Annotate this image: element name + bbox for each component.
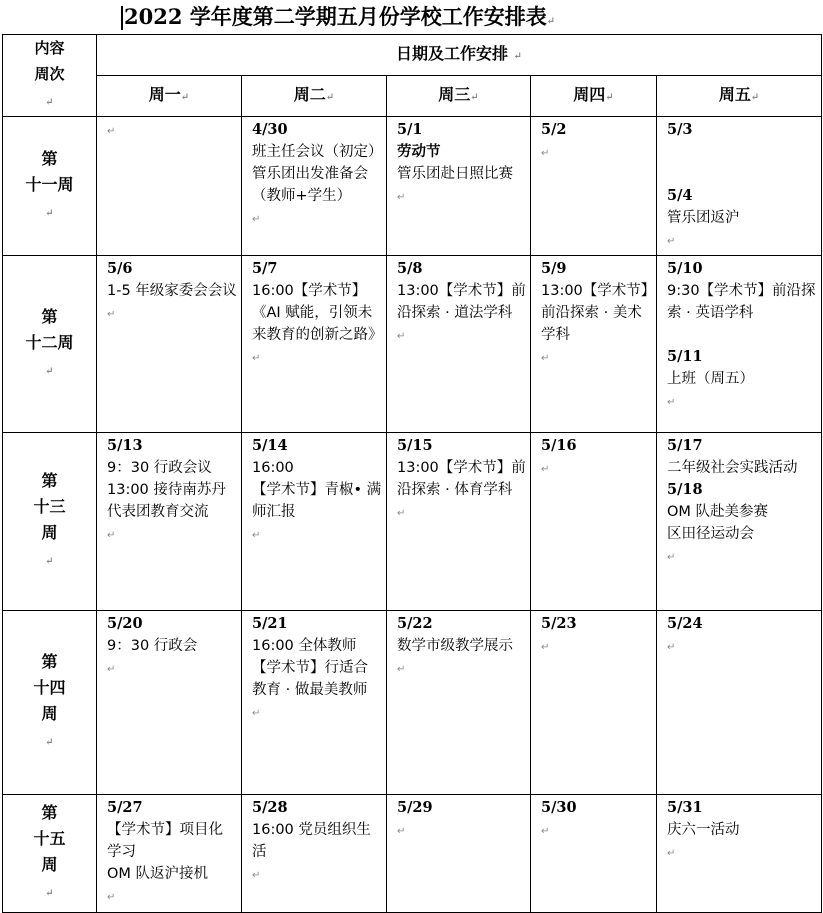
cell-date: 5/6: [107, 260, 133, 277]
table-row: [3, 433, 822, 611]
week-label-cell: [3, 795, 97, 913]
cell-date: 5/20: [107, 615, 143, 632]
cell-date: 5/16: [541, 437, 577, 454]
cell-date: 5/27: [107, 799, 143, 816]
week-label-cell: [3, 611, 97, 795]
cell-date: 5/15: [397, 437, 433, 454]
week-label-cell: [3, 117, 97, 256]
paragraph-mark-icon: ↵: [180, 91, 190, 103]
cell-text-line: 13:00【学术节】前沿探索 · 体育学科: [397, 460, 526, 498]
paragraph-mark-icon: ↵: [541, 353, 550, 364]
corner-week-label: 周次: [34, 65, 65, 83]
header-corner-cell: [3, 35, 97, 117]
schedule-cell-monday: [97, 256, 242, 433]
schedule-cell-tuesday: [242, 611, 387, 795]
paragraph-mark-icon: ↵: [667, 848, 676, 859]
schedule-cell-tuesday: [242, 117, 387, 256]
page-title: 2022 学年度第二学期五月份学校工作安排表↵: [124, 4, 556, 29]
week-label-line: 周: [41, 704, 58, 723]
corner-content-label: 内容: [34, 39, 65, 57]
cell-date: 5/30: [541, 799, 577, 816]
paragraph-mark-icon: ↵: [541, 148, 550, 159]
cell-date: 5/14: [252, 437, 288, 454]
cell-text-line: 区田径运动会: [667, 526, 754, 542]
cell-text-line: 5/11: [667, 348, 703, 365]
cell-date: 5/1: [397, 121, 423, 138]
paragraph-mark-icon: ↵: [750, 91, 760, 103]
cell-date: 5/9: [541, 260, 567, 277]
cell-text-line: 9：30 行政会议: [107, 460, 212, 476]
paragraph-mark-icon: ↵: [252, 353, 261, 364]
schedule-cell-thursday: [531, 433, 657, 611]
paragraph-mark-icon: ↵: [325, 91, 335, 103]
paragraph-mark-icon: ↵: [667, 642, 676, 653]
paragraph-mark-icon: ↵: [107, 126, 116, 137]
week-label-line: 第: [41, 471, 58, 490]
week-label-line: 十三: [33, 497, 66, 516]
cell-text-line: 13:00 接待南苏丹代表团教育交流: [107, 482, 226, 520]
paragraph-mark-icon: ↵: [45, 556, 54, 567]
schedule-cell-friday: [657, 117, 822, 256]
cell-text-line: 9：30 行政会: [107, 638, 198, 654]
week-label-line: 十五: [33, 829, 66, 848]
cell-text-line: 庆六一活动: [667, 822, 740, 838]
week-label-line: 十四: [33, 678, 66, 697]
header-day-friday: 周五↵: [657, 76, 822, 117]
paragraph-mark-icon: ↵: [45, 888, 54, 899]
schedule-cell-thursday: [531, 795, 657, 913]
cell-text-line: 5/4: [667, 187, 693, 204]
week-label-line: 周: [41, 523, 58, 542]
week-label-line: 十一周: [25, 174, 74, 194]
cell-text-line: 5/18: [667, 481, 703, 498]
cell-text-line: 上班（周五）: [667, 371, 754, 387]
paragraph-mark-icon: ↵: [667, 397, 676, 408]
cell-text-line: 管乐团返沪: [667, 210, 740, 226]
paragraph-mark-icon: ↵: [397, 331, 406, 342]
schedule-cell-thursday: [531, 117, 657, 256]
text-cursor: [121, 6, 123, 30]
week-label-cell: [3, 433, 97, 611]
cell-text-line: [667, 141, 817, 163]
cell-text-line: 管乐团出发准备会（教师+学生）: [252, 166, 368, 204]
cell-text-line: 13:00【学术节】前沿探索 · 美术学科: [541, 283, 649, 343]
paragraph-mark-icon: ↵: [541, 642, 550, 653]
paragraph-mark-icon: ↵: [541, 826, 550, 837]
cell-date: 5/2: [541, 121, 567, 138]
cell-date: 5/13: [107, 437, 143, 454]
cell-text-line: 【学术节】青椒• 满师汇报: [252, 482, 382, 520]
cell-text-line: [667, 163, 817, 185]
cell-date: 5/21: [252, 615, 288, 632]
table-row: [3, 117, 822, 256]
schedule-cell-monday: [97, 117, 242, 256]
paragraph-mark-icon: ↵: [45, 737, 54, 748]
table-row: [3, 611, 822, 795]
schedule-cell-friday: [657, 795, 822, 913]
paragraph-mark-icon: ↵: [541, 464, 550, 475]
paragraph-mark-icon: ↵: [107, 309, 116, 320]
table-row: [3, 256, 822, 433]
cell-text-line: 数学市级教学展示: [397, 638, 513, 654]
paragraph-mark-icon: ↵: [605, 91, 614, 103]
header-day-thursday: 周四↵: [531, 76, 657, 117]
schedule-cell-thursday: [531, 611, 657, 795]
paragraph-mark-icon: ↵: [252, 214, 261, 225]
cell-text-line: 13:00【学术节】前沿探索 · 道法学科: [397, 283, 526, 321]
week-label-line: 第: [41, 652, 58, 671]
cell-text-line: [667, 324, 817, 346]
cell-text-line: 16:00 全体教师【学术节】行适合教育 · 做最美教师: [252, 638, 368, 698]
cell-date: 4/30: [252, 121, 288, 138]
schedule-cell-monday: [97, 611, 242, 795]
schedule-cell-thursday: [531, 256, 657, 433]
schedule-cell-friday: [657, 611, 822, 795]
header-day-wednesday: 周三↵: [387, 76, 531, 117]
table-row: [3, 795, 822, 913]
cell-text-line: 9:30【学术节】前沿探索 · 英语学科: [667, 283, 816, 321]
paragraph-mark-icon: ↵: [397, 826, 406, 837]
cell-date: 5/3: [667, 121, 693, 138]
paragraph-mark-icon: ↵: [667, 552, 676, 563]
week-label-line: 第: [41, 148, 58, 168]
paragraph-mark-icon: ↵: [667, 236, 676, 247]
schedule-cell-tuesday: [242, 433, 387, 611]
paragraph-mark-icon: ↵: [397, 192, 406, 203]
header-span-cell: [97, 35, 822, 76]
cell-text-line: 1-5 年级家委会会议: [107, 283, 237, 299]
cell-text-line: 班主任会议（初定）: [252, 144, 383, 160]
header-day-monday: 周一↵: [97, 76, 242, 117]
week-label-line: 周: [41, 855, 58, 874]
cell-date: 5/10: [667, 260, 703, 277]
paragraph-mark-icon: ↵: [45, 97, 54, 108]
schedule-table: [2, 34, 822, 913]
paragraph-mark-icon: ↵: [397, 664, 406, 675]
week-label-line: 十二周: [25, 332, 74, 352]
week-label-cell: [3, 256, 97, 433]
cell-date: 5/24: [667, 615, 703, 632]
cell-text-line: 16:00: [252, 460, 294, 476]
cell-date: 5/28: [252, 799, 288, 816]
cell-date: 5/7: [252, 260, 278, 277]
schedule-cell-wednesday: [387, 611, 531, 795]
paragraph-mark-icon: ↵: [45, 365, 54, 377]
cell-text-line: 16:00 党员组织生活: [252, 822, 371, 860]
cell-text-line: 16:00【学术节】《AI 赋能，引领未来教育的创新之路》: [252, 283, 383, 343]
cell-text-line: 劳动节: [397, 143, 441, 160]
schedule-cell-tuesday: [242, 256, 387, 433]
schedule-cell-friday: [657, 433, 822, 611]
paragraph-mark-icon: ↵: [45, 207, 54, 219]
schedule-cell-friday: [657, 256, 822, 433]
cell-text-line: OM 队赴美参赛: [667, 504, 769, 520]
cell-date: 5/31: [667, 799, 703, 816]
paragraph-mark-icon: ↵: [513, 50, 522, 62]
paragraph-mark-icon: ↵: [107, 892, 116, 903]
header-span-label: 日期及工作安排: [396, 43, 509, 63]
week-label-line: 第: [41, 803, 58, 822]
schedule-cell-wednesday: [387, 256, 531, 433]
paragraph-mark-icon: ↵: [107, 530, 116, 541]
cell-text-line: OM 队返沪接机: [107, 866, 209, 882]
week-label-line: 第: [41, 306, 58, 326]
schedule-cell-wednesday: [387, 117, 531, 256]
paragraph-mark-icon: ↵: [470, 91, 479, 103]
schedule-cell-tuesday: [242, 795, 387, 913]
cell-date: 5/23: [541, 615, 577, 632]
cell-date: 5/29: [397, 799, 433, 816]
paragraph-mark-icon: ↵: [252, 708, 261, 719]
cell-date: 5/8: [397, 260, 423, 277]
schedule-cell-monday: [97, 795, 242, 913]
cell-text-line: 管乐团赴日照比赛: [397, 166, 513, 182]
paragraph-mark-icon: ↵: [252, 870, 261, 881]
cell-date: 5/22: [397, 615, 433, 632]
header-day-tuesday: 周二↵: [242, 76, 387, 117]
cell-text-line: 二年级社会实践活动: [667, 460, 798, 476]
schedule-cell-wednesday: [387, 795, 531, 913]
schedule-cell-monday: [97, 433, 242, 611]
cell-text-line: 【学术节】项目化学习: [107, 822, 223, 860]
paragraph-mark-icon: ↵: [397, 508, 406, 519]
cell-date: 5/17: [667, 437, 703, 454]
paragraph-mark-icon: ↵: [107, 664, 116, 675]
schedule-cell-wednesday: [387, 433, 531, 611]
paragraph-mark-icon: ↵: [252, 530, 261, 541]
